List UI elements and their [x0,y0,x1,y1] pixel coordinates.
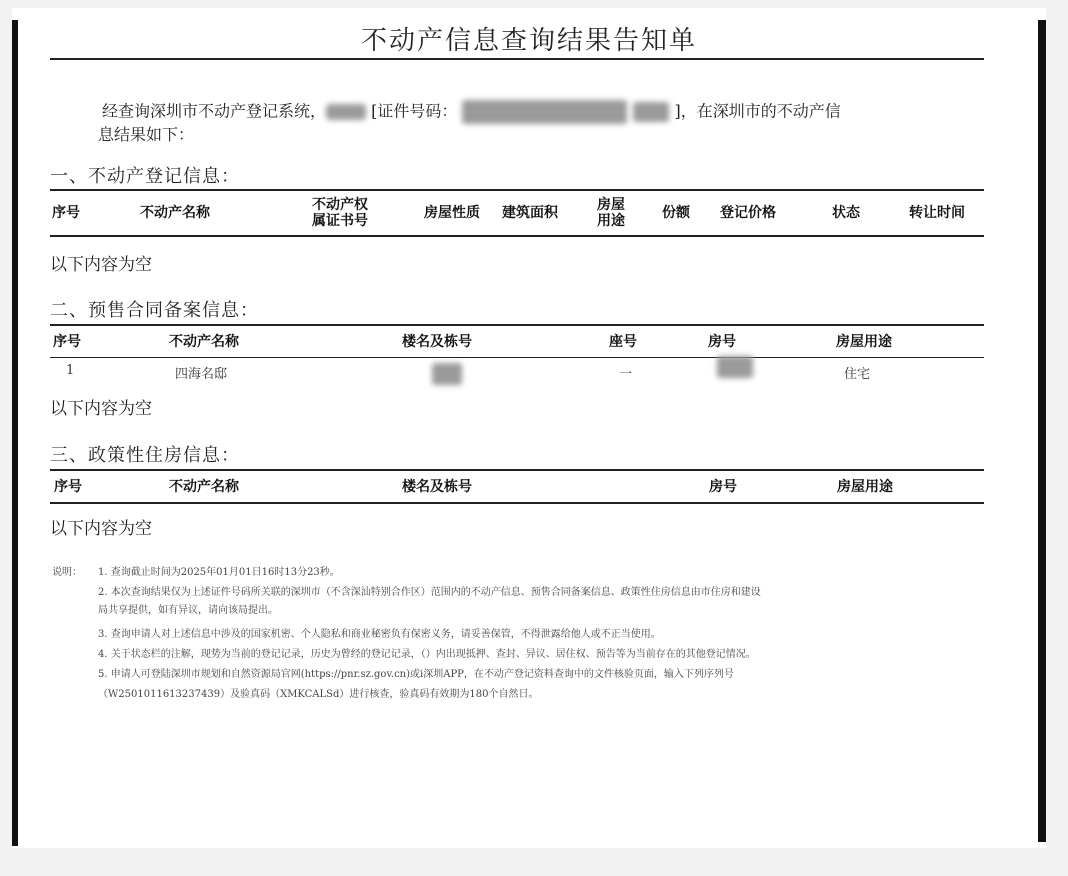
section-presale-title: 二、预售合同备案信息： [50,300,259,321]
redacted-room [717,356,753,378]
header-cell: 属证书号 [312,213,368,229]
table-top-rule [50,189,984,191]
row-index: 1 [66,363,75,378]
header-cell: 房屋用途 [837,479,893,495]
title-rule [50,58,984,60]
header-cell: 不动产名称 [169,479,239,495]
header-cell: 房屋 [597,197,625,213]
header-cell: 房号 [708,334,736,350]
intro-id-label: [证件号码： [371,101,458,121]
intro-suffix: ]，在深圳市的不动产信 [674,101,841,121]
table-header-rule [50,357,984,358]
redacted-id-number [462,100,627,124]
header-cell: 建筑面积 [502,205,558,221]
empty-notice: 以下内容为空 [50,519,152,539]
section-policy-title: 三、政策性住房信息： [50,445,240,466]
header-cell: 序号 [52,205,80,221]
note-item: （W2501011613237439）及验真码（XMKCALSd）进行核查，验真码有效期为180个自然日。 [98,689,539,700]
header-cell: 不动产权 [312,197,368,213]
intro-paragraph [98,100,962,146]
table-bottom-rule [50,502,984,504]
header-cell: 登记价格 [720,205,776,221]
header-cell: 房号 [709,479,737,495]
document-page [12,8,1046,848]
note-item: 4. 关于状态栏的注解，现势为当前的登记记录，历史为曾经的登记记录，（）内出现抵押、查封、异议、居住权、预告等为当前存在的其他登记情况。 [98,649,756,660]
table-bottom-rule [50,235,984,237]
note-item: 1. 查询截止时间为2025年01月01日16时13分23秒。 [98,567,340,578]
intro-line2: 息结果如下： [98,125,195,144]
header-cell: 序号 [53,334,81,350]
note-item: 3. 查询申请人对上述信息中涉及的国家机密、个人隐私和商业秘密负有保密义务，请妥善保管，不得泄露给他人或不正当使用。 [98,629,661,640]
notes-label: 说明： [52,567,82,578]
redacted-building [432,363,462,385]
table-top-rule [50,324,984,326]
intro-prefix: 经查询深圳市不动产登记系统， [102,101,327,121]
header-cell: 座号 [609,334,637,350]
header-cell: 序号 [54,479,82,495]
header-cell: 楼名及栋号 [402,479,472,495]
empty-notice: 以下内容为空 [50,399,152,419]
scan-edge-right [1038,20,1046,842]
header-cell: 房屋用途 [836,334,892,350]
redacted-name [326,104,366,120]
row-property-name: 四海名邸 [175,367,228,382]
header-cell: 不动产名称 [169,334,239,350]
table-top-rule [50,469,984,471]
empty-notice: 以下内容为空 [50,255,152,275]
note-item: 2. 本次查询结果仅为上述证件号码所关联的深圳市（不含深汕特别合作区）范围内的不动产信息、预售合同备案信息、政策性住房信息由市住房和建设 [98,587,761,598]
scan-edge-left [12,20,18,846]
header-cell: 房屋性质 [424,205,480,221]
header-cell: 用途 [597,213,625,229]
header-cell: 转让时间 [909,205,965,221]
redacted-id-number-end [633,102,669,122]
section-registration-title: 一、不动产登记信息： [50,166,240,187]
note-item: 5. 申请人可登陆深圳市规划和自然资源局官网(https://pnr.sz.gov.cn)或i深圳APP，在不动产登记资料查询中的文件核验页面，输入下列序列号 [98,669,734,680]
row-usage: 住宅 [844,367,871,382]
row-seat-number: 一 [619,367,633,382]
header-cell: 楼名及栋号 [402,334,472,350]
header-cell: 不动产名称 [140,205,210,221]
document-title: 不动产信息查询结果告知单 [360,26,697,56]
header-cell: 状态 [832,205,860,221]
note-item: 局共享提供，如有异议，请向该局提出。 [98,605,278,616]
header-cell: 份额 [662,205,690,221]
